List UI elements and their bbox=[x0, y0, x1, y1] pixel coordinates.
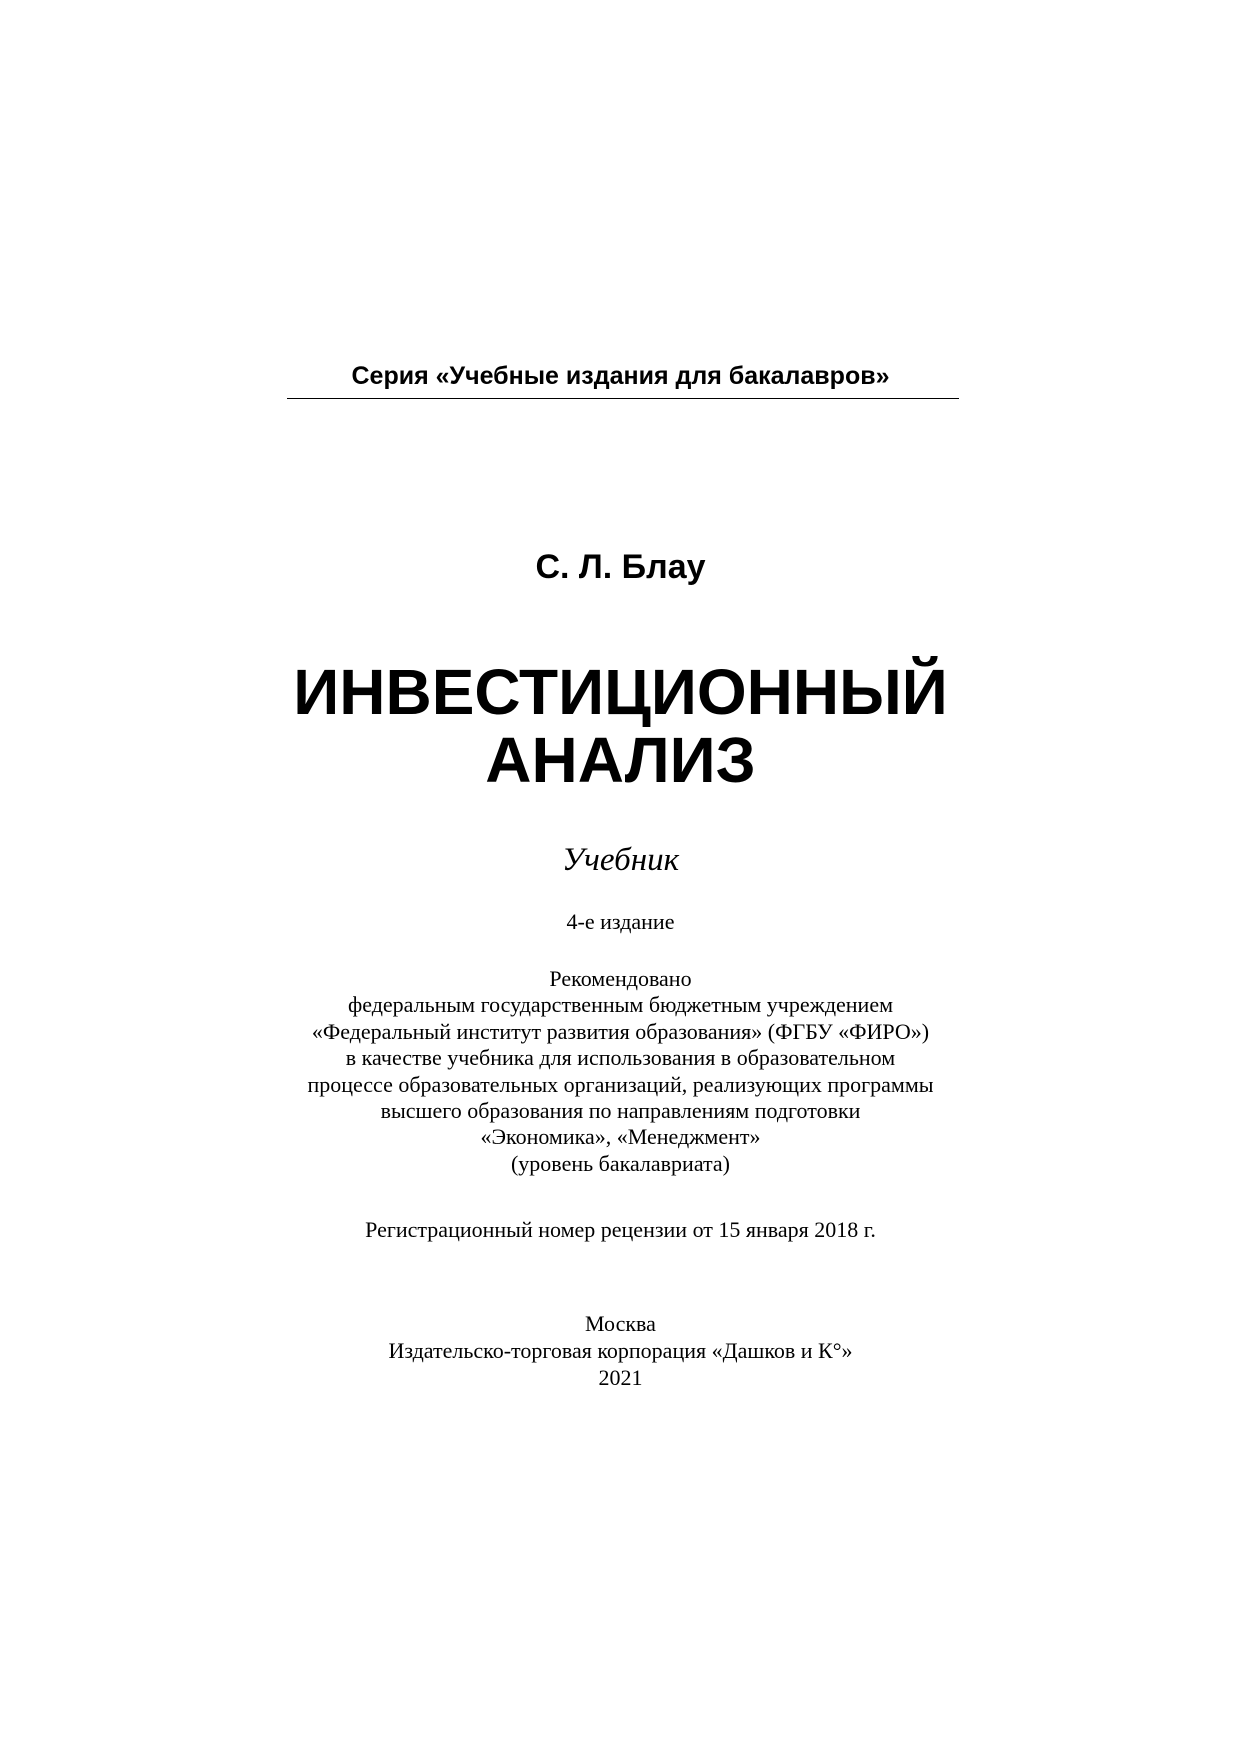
edition-label: 4-е издание bbox=[566, 909, 675, 934]
imprint-block bbox=[0, 1310, 1241, 1391]
book-title-line-2: АНАЛИЗ bbox=[485, 724, 756, 796]
recommendation-line: «Экономика», «Менеджмент» bbox=[480, 1124, 761, 1150]
recommendation-line: процессе образовательных организаций, реализующих программы bbox=[307, 1071, 934, 1097]
series-divider bbox=[287, 398, 959, 399]
registration-note: Регистрационный номер рецензии от 15 января 2018 г. bbox=[365, 1217, 876, 1242]
recommendation-line: «Федеральный институт развития образования» (ФГБУ «ФИРО») bbox=[311, 1018, 930, 1044]
series-title: Серия «Учебные издания для бакалавров» bbox=[351, 362, 890, 390]
recommendation-line: Рекомендовано bbox=[549, 966, 692, 991]
recommendation-line: в качестве учебника для использования в образовательном bbox=[345, 1045, 896, 1071]
book-title bbox=[0, 658, 1241, 794]
recommendation-line: (уровень бакалавриата) bbox=[510, 1150, 730, 1176]
imprint-year: 2021 bbox=[598, 1365, 643, 1390]
book-subtitle: Учебник bbox=[561, 842, 680, 878]
imprint-city: Москва bbox=[585, 1311, 656, 1336]
recommendation-line: высшего образования по направлениям подготовки bbox=[380, 1098, 861, 1124]
imprint-publisher: Издательско-торговая корпорация «Дашков и К°» bbox=[388, 1338, 853, 1363]
recommendation-line: федеральным государственным бюджетным учреждением bbox=[347, 992, 894, 1018]
author-name: С. Л. Блау bbox=[535, 548, 706, 586]
recommendation-block bbox=[0, 966, 1241, 1177]
book-title-line-1: ИНВЕСТИЦИОННЫЙ bbox=[293, 656, 948, 728]
